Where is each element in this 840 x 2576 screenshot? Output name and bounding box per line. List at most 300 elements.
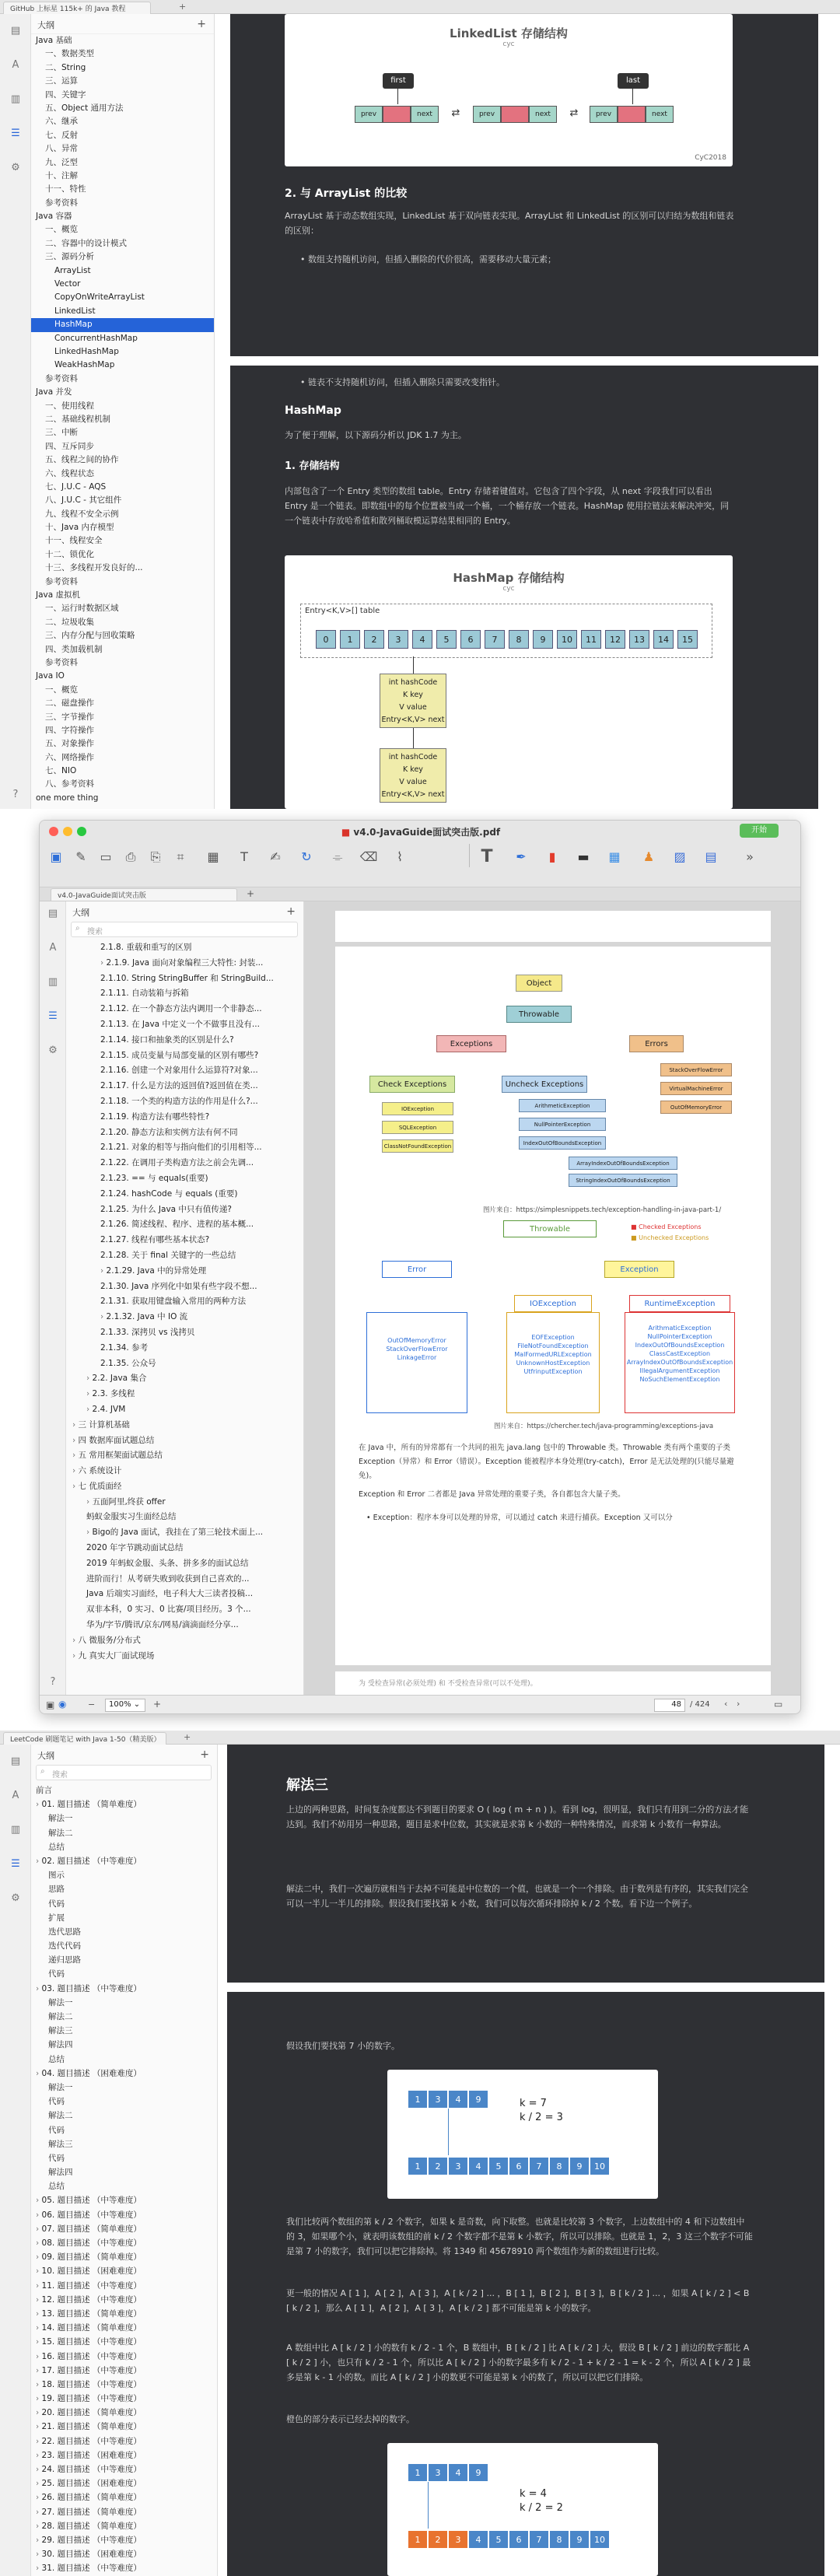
outline-item[interactable] <box>31 711 214 724</box>
outline-item[interactable] <box>31 724 214 737</box>
outline-item[interactable] <box>31 250 214 264</box>
chevron-right-icon[interactable]: › <box>36 2266 42 2277</box>
outline-item[interactable] <box>31 2024 218 2038</box>
outline-item[interactable] <box>66 1325 304 1341</box>
stamp2-icon[interactable]: ♟ <box>642 849 655 864</box>
outline-item[interactable] <box>66 1017 304 1033</box>
outline-item[interactable] <box>31 2547 218 2561</box>
settings-icon[interactable]: ⚙ <box>11 162 20 173</box>
outline-item[interactable] <box>31 1854 218 1868</box>
outline-item[interactable] <box>31 318 214 331</box>
outline-item[interactable] <box>31 89 214 102</box>
outline-item[interactable] <box>31 373 214 386</box>
search-placeholder: 搜索 <box>87 928 103 936</box>
chevron-right-icon[interactable]: › <box>36 2068 42 2078</box>
outline-item-label: 2.1.15. 成员变量与局部变量的区别有哪些? <box>100 1050 259 1060</box>
outline-item[interactable] <box>66 1264 304 1279</box>
outline-item[interactable] <box>31 2179 218 2193</box>
outline-item[interactable] <box>31 1925 218 1939</box>
exception-class: IndexOutOfBoundsException <box>635 1342 725 1349</box>
outline-item[interactable] <box>31 2378 218 2392</box>
outline-item[interactable] <box>31 670 214 683</box>
outline-item[interactable] <box>66 1002 304 1017</box>
outline-icon[interactable]: ☰ <box>11 1858 20 1870</box>
file-icon[interactable]: ▤ <box>47 908 58 919</box>
outline-icon[interactable]: ☰ <box>48 1010 58 1022</box>
outline-item[interactable] <box>31 2293 218 2307</box>
outline-item[interactable] <box>31 1797 218 1811</box>
crop-icon[interactable]: ⌗ <box>177 849 184 864</box>
chevron-right-icon[interactable]: › <box>72 1466 79 1476</box>
outline-item[interactable] <box>31 481 214 494</box>
outline-item[interactable] <box>31 656 214 670</box>
shape-icon[interactable]: ▦ <box>207 849 219 864</box>
outline-item[interactable] <box>31 1953 218 1967</box>
next-cell: next <box>529 106 557 123</box>
outline-item[interactable] <box>31 2350 218 2364</box>
outline-item[interactable] <box>31 426 214 439</box>
outline-item[interactable] <box>31 1783 218 1797</box>
outline-item[interactable] <box>31 359 214 372</box>
chevron-right-icon[interactable]: › <box>36 2394 42 2404</box>
outline-item[interactable] <box>31 183 214 196</box>
outline-item[interactable] <box>31 616 214 629</box>
outline-item[interactable] <box>66 1618 304 1633</box>
outline-item[interactable] <box>31 765 214 778</box>
font-icon[interactable]: A <box>12 1790 19 1801</box>
outline-item[interactable] <box>31 156 214 170</box>
outline-item[interactable] <box>31 2137 218 2151</box>
outline-item[interactable] <box>66 1217 304 1233</box>
search-input[interactable] <box>71 922 298 937</box>
chevron-right-icon[interactable]: › <box>72 1650 79 1661</box>
outline-item[interactable] <box>31 2476 218 2490</box>
next-page-icon[interactable]: › <box>737 1699 740 1709</box>
outline-item[interactable] <box>66 1079 304 1094</box>
outline-item[interactable] <box>31 508 214 521</box>
book-icon[interactable]: ▥ <box>10 1824 21 1836</box>
sidebar-toggle-icon[interactable]: ▣ <box>50 849 62 864</box>
outline-item[interactable] <box>31 2038 218 2052</box>
outline-item[interactable] <box>31 2519 218 2533</box>
table-icon[interactable]: ▦ <box>608 849 621 864</box>
outline-item[interactable] <box>31 170 214 183</box>
chevron-right-icon[interactable]: › <box>72 1635 79 1645</box>
chevron-right-icon[interactable]: › <box>36 2408 42 2418</box>
outline-item[interactable] <box>31 2448 218 2462</box>
outline-item[interactable] <box>31 2109 218 2123</box>
outline-item[interactable] <box>31 2151 218 2165</box>
chevron-right-icon[interactable]: › <box>36 2535 42 2545</box>
outline-item[interactable] <box>66 1525 304 1541</box>
outline-item[interactable] <box>66 1233 304 1248</box>
chevron-right-icon[interactable]: › <box>36 2465 42 2474</box>
outline-item[interactable] <box>31 2193 218 2207</box>
chevron-right-icon[interactable]: › <box>36 2365 42 2375</box>
outline-item[interactable] <box>66 971 304 987</box>
outline-item[interactable] <box>66 1633 304 1649</box>
chevron-right-icon[interactable]: › <box>36 2521 42 2531</box>
outline-item[interactable] <box>31 278 214 291</box>
outline-header <box>31 1745 217 1765</box>
layout-icon[interactable]: ▭ <box>774 1699 783 1710</box>
outline-item[interactable] <box>66 1171 304 1187</box>
view-icon[interactable]: ▣ <box>46 1699 55 1710</box>
ocr-icon[interactable]: ▤ <box>705 849 717 864</box>
outline-item[interactable] <box>31 1911 218 1925</box>
outline-item[interactable] <box>31 1811 218 1825</box>
outline-item[interactable] <box>66 1387 304 1402</box>
outline-item[interactable] <box>31 142 214 156</box>
chevron-right-icon[interactable]: › <box>72 1435 79 1445</box>
search-input[interactable] <box>36 1765 212 1780</box>
start-edit-button[interactable]: 开始 <box>740 824 779 838</box>
tab-java-tutorial[interactable] <box>3 2 151 14</box>
exception-class: NullPointerException <box>647 1333 712 1340</box>
chevron-right-icon[interactable]: › <box>72 1451 79 1461</box>
tab-leetcode[interactable] <box>3 1732 166 1745</box>
outline-item[interactable] <box>31 467 214 481</box>
outline-item-label: 22. 题目描述 （中等难度） <box>41 2436 142 2446</box>
file-icon[interactable]: ▤ <box>10 25 21 37</box>
outline-item[interactable] <box>31 129 214 142</box>
outline-item[interactable] <box>31 237 214 250</box>
outline-item[interactable] <box>66 1248 304 1264</box>
chevron-right-icon[interactable]: › <box>100 1312 107 1322</box>
outline-item[interactable] <box>66 1418 304 1433</box>
chevron-right-icon[interactable]: › <box>36 2224 42 2234</box>
chevron-right-icon[interactable]: › <box>36 2479 42 2489</box>
outline-item[interactable] <box>31 2406 218 2420</box>
chevron-right-icon[interactable]: › <box>36 2308 42 2319</box>
text-tool-icon[interactable]: T <box>240 849 248 864</box>
outline-item[interactable] <box>31 1826 218 1840</box>
font-icon[interactable]: A <box>49 942 57 954</box>
rotate-icon[interactable]: ↻ <box>301 849 312 864</box>
eye-icon[interactable]: ◉ <box>58 1699 67 1710</box>
outline-item[interactable] <box>31 629 214 642</box>
outline-item[interactable] <box>31 2462 218 2476</box>
chevron-right-icon[interactable]: › <box>36 1800 42 1810</box>
chevron-right-icon[interactable]: › <box>86 1374 93 1384</box>
outline-item[interactable] <box>31 1868 218 1882</box>
chevron-right-icon[interactable]: › <box>36 2323 42 2333</box>
outline-item[interactable] <box>66 1063 304 1079</box>
outline-item[interactable] <box>31 2307 218 2321</box>
outline-item[interactable] <box>66 1156 304 1171</box>
entry-field: V value <box>399 703 427 712</box>
outline-item[interactable] <box>66 1479 304 1495</box>
outline-item-label: 2.1.20. 静态方法和实例方法有何不同 <box>100 1127 238 1137</box>
outline-item[interactable] <box>31 643 214 656</box>
chevron-right-icon[interactable]: › <box>36 2493 42 2503</box>
outline-item[interactable] <box>31 2364 218 2378</box>
link-icon[interactable]: ⎘ <box>150 849 161 864</box>
chevron-right-icon[interactable]: › <box>86 1389 93 1399</box>
outline-item[interactable] <box>31 2010 218 2024</box>
outline-item[interactable] <box>66 1125 304 1141</box>
chevron-right-icon[interactable]: › <box>36 2351 42 2361</box>
outline-item[interactable] <box>31 1840 218 1854</box>
outline-item[interactable] <box>31 2505 218 2519</box>
chevron-right-icon[interactable]: › <box>36 2210 42 2220</box>
outline-item[interactable] <box>31 2490 218 2504</box>
zoom-select[interactable]: 100% ⌄ <box>105 1699 145 1712</box>
file-icon[interactable]: ▤ <box>10 1755 21 1767</box>
help-icon[interactable]: ? <box>50 1676 56 1688</box>
signature-icon[interactable]: ✒ <box>516 849 527 864</box>
outline-item[interactable] <box>31 2095 218 2109</box>
outline-item[interactable] <box>31 1996 218 2010</box>
outline-item[interactable] <box>31 453 214 467</box>
outline-item[interactable] <box>31 2321 218 2335</box>
outline-item[interactable] <box>66 940 304 956</box>
outline-item[interactable] <box>31 2392 218 2406</box>
paragraph: 我们比较两个数组的第 k / 2 个数字，如果 k 是奇数，向下取整。也就是比较第 3 个数字，上边数组中的 4 和下边数组中的 3，如果哪个小，就表明该数组的前 k / 2 个数字都不是第 k 小数字，所以可以排除。也就是 1，2，3 这三个数字不可能是第 7 小的数字，我们可以把它排除掉。将 1349 和 45678910 两个数组作为新的数组进行比较。 <box>286 2217 753 2256</box>
outline-item[interactable] <box>31 2081 218 2095</box>
chevron-right-icon[interactable]: › <box>86 1404 93 1414</box>
outline-item-label: LinkedList <box>54 306 96 316</box>
outline-item[interactable] <box>31 2420 218 2434</box>
chevron-right-icon[interactable]: › <box>36 2564 42 2574</box>
outline-item[interactable] <box>66 1510 304 1525</box>
outline-item[interactable] <box>66 1556 304 1572</box>
outline-item[interactable] <box>31 737 214 751</box>
outline-item[interactable] <box>31 2264 218 2278</box>
outline-item[interactable] <box>31 792 214 805</box>
storage-title: 1. 存储结构 <box>285 460 340 472</box>
chevron-right-icon[interactable]: › <box>36 2379 42 2389</box>
outline-item[interactable] <box>66 1541 304 1556</box>
stamp-icon[interactable]: ⎙ <box>125 849 136 864</box>
chevron-right-icon[interactable]: › <box>100 1265 107 1276</box>
annotate-icon[interactable]: ✎ <box>75 849 86 864</box>
outline-item[interactable] <box>66 986 304 1002</box>
outline-item[interactable] <box>31 115 214 128</box>
outline-item[interactable] <box>31 1967 218 1981</box>
bookmark-icon[interactable]: ▮ <box>548 849 556 864</box>
eraser-icon[interactable]: ⌫ <box>359 849 378 864</box>
outline-item[interactable] <box>31 75 214 88</box>
outline-item[interactable] <box>31 1882 218 1896</box>
outline-item-label: one more thing <box>36 793 99 803</box>
outline-item[interactable] <box>66 1310 304 1325</box>
new-tab-icon[interactable]: + <box>179 2 187 12</box>
outline-item[interactable] <box>66 1464 304 1479</box>
outline-item[interactable] <box>66 1033 304 1048</box>
measure-icon[interactable]: ⌇ <box>397 849 403 864</box>
outline-item[interactable] <box>31 697 214 710</box>
chevron-right-icon[interactable]: › <box>36 2280 42 2291</box>
outline-icon[interactable]: ☰ <box>11 128 20 139</box>
zoom-in-icon[interactable]: + <box>153 1699 162 1710</box>
outline-item[interactable] <box>66 1572 304 1587</box>
new-tab-icon[interactable]: + <box>247 888 255 899</box>
outline-item[interactable] <box>66 1448 304 1464</box>
settings-icon[interactable]: ⚙ <box>48 1045 58 1056</box>
chevron-right-icon[interactable]: › <box>36 2436 42 2446</box>
error-node: Error <box>382 1261 452 1278</box>
value-cell <box>618 106 646 123</box>
chevron-right-icon[interactable]: › <box>86 1496 93 1507</box>
outline-item[interactable] <box>66 1048 304 1064</box>
array-cell: 10 <box>590 2530 610 2549</box>
outline-item[interactable] <box>31 2335 218 2349</box>
attach-icon[interactable]: ⌯ <box>332 849 343 864</box>
outline-item[interactable] <box>31 332 214 345</box>
chevron-right-icon[interactable]: › <box>36 2422 42 2432</box>
chevron-right-icon[interactable]: › <box>36 2450 42 2460</box>
outline-item[interactable] <box>31 2222 218 2236</box>
outline-item[interactable] <box>66 1140 304 1156</box>
outline-item[interactable] <box>31 102 214 115</box>
outline-item[interactable] <box>31 413 214 426</box>
outline-item-label: 19. 题目描述 （中等难度） <box>41 2394 142 2404</box>
outline-item-label: 五、对象操作 <box>45 739 94 749</box>
outline-item[interactable] <box>66 1356 304 1372</box>
exception-class: IllegalArgumentException <box>639 1367 720 1374</box>
outline-item[interactable] <box>31 576 214 589</box>
outline-item[interactable] <box>31 548 214 562</box>
add-icon[interactable]: + <box>197 18 206 30</box>
outline-item[interactable] <box>31 778 214 791</box>
chevron-right-icon[interactable]: › <box>36 1983 42 1993</box>
array-cell: 3 <box>448 2157 468 2175</box>
outline-item[interactable] <box>31 223 214 236</box>
image-icon[interactable]: ▨ <box>674 849 686 864</box>
chevron-right-icon[interactable]: › <box>72 1419 79 1430</box>
more-icon[interactable]: » <box>746 849 754 864</box>
outline-item[interactable] <box>31 210 214 223</box>
lock-icon[interactable]: ▬ <box>577 849 590 864</box>
outline-item[interactable] <box>66 1187 304 1202</box>
chevron-right-icon[interactable]: › <box>36 2196 42 2206</box>
chevron-right-icon[interactable]: › <box>36 2550 42 2560</box>
outline-item[interactable] <box>66 1495 304 1510</box>
outline-item[interactable] <box>31 494 214 507</box>
outline-item[interactable] <box>31 2067 218 2081</box>
outline-item[interactable] <box>31 2533 218 2547</box>
chevron-right-icon[interactable]: › <box>36 2507 42 2517</box>
settings-icon[interactable]: ⚙ <box>11 1892 20 1904</box>
outline-item[interactable] <box>31 534 214 548</box>
highlight-icon[interactable]: ▭ <box>100 849 112 864</box>
outline-item[interactable] <box>31 2561 218 2575</box>
outline-item[interactable] <box>31 34 214 47</box>
outline-item[interactable] <box>66 1094 304 1110</box>
outline-item[interactable] <box>31 291 214 304</box>
exception-class: ArrayIndexOutOfBoundsException <box>626 1359 733 1366</box>
add-icon[interactable]: + <box>200 1748 209 1761</box>
zoom-out-icon[interactable]: − <box>88 1699 96 1710</box>
outline-item[interactable] <box>31 345 214 359</box>
outline-item[interactable] <box>31 1939 218 1953</box>
new-tab-icon[interactable]: + <box>184 1732 191 1742</box>
paragraph: 假设我们要找第 7 小的数字。 <box>286 2041 400 2051</box>
outline-item[interactable] <box>31 2123 218 2137</box>
window-toolbar <box>40 821 801 887</box>
outline-item[interactable] <box>31 1897 218 1911</box>
chevron-right-icon[interactable]: › <box>36 2238 42 2248</box>
outline-item[interactable] <box>31 2053 218 2067</box>
outline-item[interactable] <box>31 386 214 399</box>
outline-item[interactable] <box>31 2165 218 2179</box>
help-icon[interactable]: ? <box>12 789 19 800</box>
outline-panel <box>31 1745 218 2576</box>
outline-item[interactable] <box>66 1110 304 1125</box>
prev-page-icon[interactable]: ‹ <box>724 1699 728 1709</box>
outline-item[interactable] <box>66 1279 304 1295</box>
outline-item[interactable] <box>31 305 214 318</box>
screenshot-leetcode-notes <box>0 1731 840 2576</box>
chevron-right-icon[interactable]: › <box>36 2294 42 2305</box>
page-input[interactable] <box>654 1699 685 1712</box>
outline-item[interactable] <box>66 1202 304 1218</box>
outline-item[interactable] <box>31 602 214 615</box>
outline-item[interactable] <box>31 1982 218 1996</box>
outline-item[interactable] <box>66 1433 304 1449</box>
tab-javaguide[interactable] <box>51 888 237 901</box>
outline-item[interactable] <box>66 1341 304 1356</box>
outline-item[interactable] <box>66 1587 304 1602</box>
outline-item[interactable] <box>66 956 304 971</box>
paragraph: 在 Java 中，所有的异常都有一个共同的祖先 java.lang 包中的 Throwable 类。Throwable 类有两个重要的子类 Exception（异常）和 Error（错误）。Exception 能被程序本身处理(try-catch)，Error 是无法处理的(只能尽量避免)。 <box>359 1444 734 1480</box>
typewriter-icon[interactable]: T <box>481 847 493 866</box>
outline-item[interactable] <box>31 400 214 413</box>
outline-item[interactable] <box>31 197 214 210</box>
outline-item[interactable] <box>31 2236 218 2250</box>
chevron-right-icon[interactable]: › <box>100 957 107 968</box>
outline-item[interactable] <box>31 2208 218 2222</box>
chevron-right-icon[interactable]: › <box>36 2337 42 2347</box>
paragraph: 解法二中，我们一次遍历就相当于去掉不可能是中位数的一个值，也就是一个一个排除。由于数列是有序的，其实我们完全可以一半儿一半儿的排除。假设我们要找第 k 小数，我们可以每次循环排除掉 k / 2 个数。看下边一个例子。 <box>286 1884 748 1909</box>
book-icon[interactable]: ▥ <box>10 93 21 105</box>
font-icon[interactable]: A <box>12 59 19 71</box>
chevron-right-icon[interactable]: › <box>72 1481 79 1491</box>
outline-item[interactable] <box>31 684 214 697</box>
pen-icon[interactable]: ✍ <box>270 849 281 864</box>
outline-item-label: 解法三 <box>48 2026 73 2036</box>
outline-item[interactable] <box>31 47 214 61</box>
outline-item[interactable] <box>31 589 214 602</box>
outline-item[interactable] <box>31 562 214 575</box>
outline-item[interactable] <box>31 2250 218 2264</box>
chevron-right-icon[interactable]: › <box>86 1528 93 1538</box>
outline-item[interactable] <box>31 61 214 75</box>
outline-title: 大纲 <box>37 1751 54 1761</box>
outline-item-label: 2.1.25. 为什么 Java 中只有值传递? <box>100 1204 232 1214</box>
outline-item[interactable] <box>31 751 214 765</box>
outline-item[interactable] <box>31 264 214 278</box>
outline-item[interactable] <box>31 521 214 534</box>
entry-arrow <box>413 728 414 748</box>
outline-item[interactable] <box>31 2434 218 2448</box>
outline-item[interactable] <box>31 2279 218 2293</box>
book-icon[interactable]: ▥ <box>47 976 58 988</box>
outline-item[interactable] <box>66 1294 304 1310</box>
last-label: last <box>618 73 649 89</box>
linkedlist-figure <box>285 14 733 166</box>
add-icon[interactable]: + <box>286 905 296 918</box>
outline-item[interactable] <box>66 1649 304 1664</box>
outline-item[interactable] <box>66 1402 304 1418</box>
search-icon: ⌕ <box>75 924 80 933</box>
outline-item[interactable] <box>66 1371 304 1387</box>
outline-item[interactable] <box>66 1602 304 1618</box>
outline-item[interactable] <box>31 440 214 453</box>
chevron-right-icon[interactable]: › <box>36 2252 42 2263</box>
chevron-right-icon[interactable]: › <box>36 1856 42 1866</box>
